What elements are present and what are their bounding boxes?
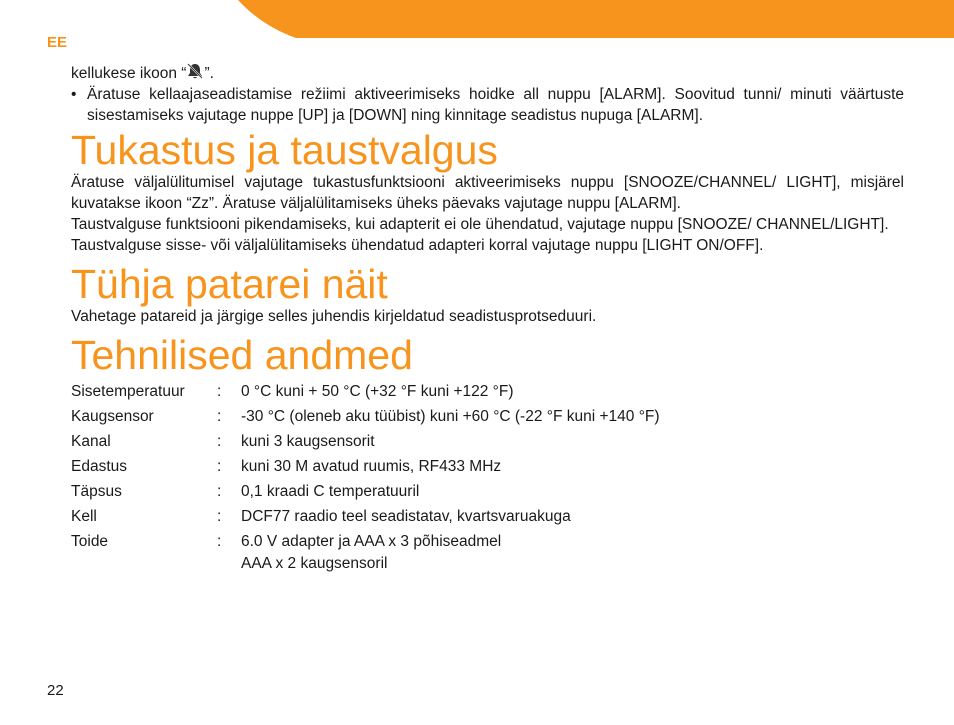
header-banner [0, 0, 954, 38]
spec-value: -30 °C (oleneb aku tüübist) kuni +60 °C (-22 °F kuni +140 °F) [241, 408, 660, 425]
spec-label: Täpsus [71, 483, 122, 500]
intro-bullet [71, 84, 904, 126]
bell-off-icon [186, 62, 204, 80]
spec-value: 0,1 kraadi C temperatuuril [241, 483, 420, 500]
header-orange-tab [238, 0, 954, 38]
section-title-specs: Tehnilised andmed [71, 332, 413, 378]
spec-separator: : [217, 433, 222, 450]
intro-bullet-text: Äratuse kellaajaseadistamise režiimi aktiveerimiseks hoidke all nuppu [ALARM]. Soovitud tunni/ minuti väärtuste sisestamiseks vajutage nuppe [UP] ja [DOWN] ning kinnitage seadistus nupuga [ALARM]. [87, 86, 904, 124]
spec-value-line-2: AAA x 2 kaugsensoril [241, 555, 388, 572]
spec-label: Kaugsensor [71, 408, 154, 425]
spec-value: kuni 3 kaugsensorit [241, 433, 375, 450]
spec-separator: : [217, 383, 222, 400]
spec-value: DCF77 raadio teel seadistatav, kvartsvaruakuga [241, 508, 571, 525]
language-code: EE [47, 34, 68, 51]
spec-row [71, 379, 904, 404]
snooze-paragraph-3: Taustvalguse sisse- või väljalülitamiseks ühendatud adapteri korral vajutage nuppu [LIGHT ON/OFF]. [71, 237, 764, 254]
snooze-paragraph-2: Taustvalguse funktsiooni pikendamiseks, kui adapterit ei ole ühendatud, vajutage nuppu [SNOOZE/ CHANNEL/LIGHT]. [71, 216, 889, 233]
spec-table [71, 379, 904, 575]
spec-row [71, 479, 904, 504]
section-title-battery: Tühja patarei näit [71, 261, 388, 307]
spec-value [241, 529, 904, 575]
battery-paragraph: Vahetage patareid ja järgige selles juhendis kirjeldatud seadistusprotseduuri. [71, 308, 597, 325]
section-title-snooze: Tukastus ja taustvalgus [71, 127, 498, 173]
spec-row [71, 529, 904, 575]
spec-separator: : [217, 458, 222, 475]
spec-separator: : [217, 408, 222, 425]
spec-value: 0 °C kuni + 50 °C (+32 °F kuni +122 °F) [241, 383, 514, 400]
bullet-dot: • [71, 86, 77, 103]
spec-separator: : [217, 483, 222, 500]
intro-continuation: kellukese ikoon “ ”. [71, 62, 904, 84]
spec-label: Toide [71, 533, 109, 550]
spec-label: Kanal [71, 433, 111, 450]
spec-value-line-1: 6.0 V adapter ja AAA x 3 põhiseadmel [241, 533, 502, 550]
spec-row [71, 454, 904, 479]
spec-label: Sisetemperatuur [71, 383, 185, 400]
spec-row [71, 504, 904, 529]
spec-label: Edastus [71, 458, 128, 475]
spec-label: Kell [71, 508, 97, 525]
snooze-paragraph-1: Äratuse väljalülitumisel vajutage tukastusfunktsiooni aktiveerimiseks nuppu [SNOOZE/CHANNEL/ LIGHT], misjärel kuvatakse ikoon “Zz”. Äratuse väljalülitamiseks üheks päevaks vajutage nuppu [ALARM]. [71, 174, 904, 212]
spec-row [71, 404, 904, 429]
spec-row [71, 429, 904, 454]
spec-value: kuni 30 M avatud ruumis, RF433 MHz [241, 458, 502, 475]
page-content [71, 62, 904, 575]
spec-separator: : [217, 508, 222, 525]
spec-separator: : [217, 533, 222, 550]
page-number: 22 [47, 682, 64, 699]
